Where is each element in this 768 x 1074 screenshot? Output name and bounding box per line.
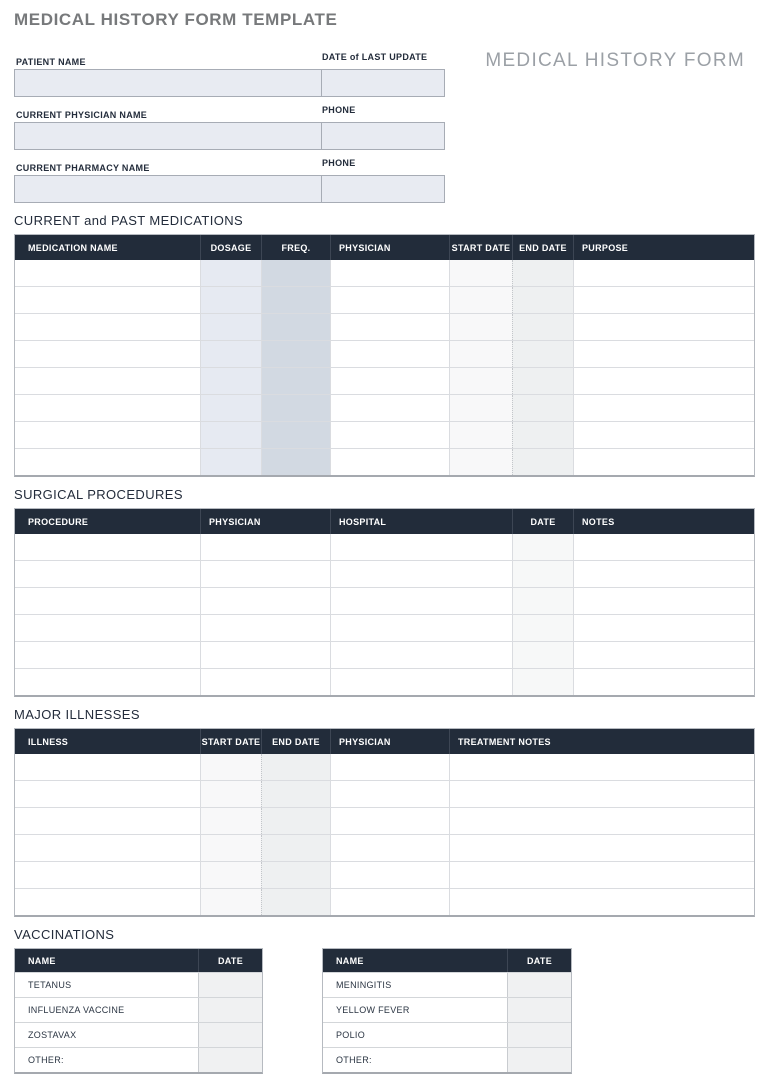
vaccinations-left-table (14, 948, 263, 1074)
form-watermark-title: MEDICAL HISTORY FORM (485, 50, 745, 71)
empty-cell[interactable] (573, 395, 754, 421)
empty-cell[interactable] (512, 395, 573, 421)
vaccination-date-cell[interactable] (198, 998, 262, 1022)
date-of-last-update-input[interactable] (321, 70, 444, 96)
vaccination-name: ZOSTAVAX (28, 1030, 77, 1040)
empty-cell[interactable] (200, 260, 261, 286)
vaccinations-left-col-date: DATE (198, 949, 262, 972)
empty-cell[interactable] (330, 642, 512, 668)
vaccinations-right-header-row (323, 949, 571, 972)
vaccinations-right-col-name: NAME (336, 955, 364, 966)
medications-table-body (15, 260, 754, 475)
empty-table-row (15, 780, 754, 807)
vaccination-row-meningitis (323, 972, 571, 997)
empty-cell[interactable] (15, 561, 200, 587)
empty-cell[interactable] (512, 561, 573, 587)
empty-cell[interactable] (449, 341, 512, 367)
empty-cell[interactable] (449, 314, 512, 340)
empty-cell[interactable] (330, 395, 449, 421)
medications-col-end-date: END DATE (512, 235, 573, 260)
empty-cell[interactable] (261, 862, 330, 888)
vaccination-row-influenza (15, 997, 262, 1022)
vaccination-date-cell[interactable] (507, 1048, 571, 1072)
empty-cell[interactable] (449, 422, 512, 448)
physician-input-row (14, 122, 445, 150)
vaccination-name: OTHER: (336, 1055, 372, 1065)
empty-cell[interactable] (573, 449, 754, 475)
empty-cell[interactable] (573, 561, 754, 587)
empty-cell[interactable] (573, 588, 754, 614)
empty-cell[interactable] (330, 889, 449, 915)
empty-cell[interactable] (200, 615, 330, 641)
empty-cell[interactable] (573, 642, 754, 668)
empty-cell[interactable] (573, 534, 754, 560)
vaccination-date-cell[interactable] (198, 1023, 262, 1047)
empty-cell[interactable] (330, 368, 449, 394)
empty-cell[interactable] (330, 669, 512, 695)
empty-cell[interactable] (330, 781, 449, 807)
illnesses-col-treatment-notes: TREATMENT NOTES (449, 729, 754, 754)
patient-name-label-row (16, 52, 755, 67)
date-of-last-update-label: DATE of LAST UPDATE (322, 52, 428, 62)
medications-col-purpose: PURPOSE (573, 235, 754, 260)
empty-cell[interactable] (330, 341, 449, 367)
empty-cell[interactable] (15, 835, 200, 861)
current-physician-name-label: CURRENT PHYSICIAN NAME (16, 110, 148, 120)
current-pharmacy-name-label: CURRENT PHARMACY NAME (16, 163, 150, 173)
empty-cell[interactable] (200, 341, 261, 367)
empty-cell[interactable] (512, 287, 573, 313)
page-title: MEDICAL HISTORY FORM TEMPLATE (14, 10, 338, 29)
empty-cell[interactable] (15, 314, 200, 340)
vaccinations-right-table (322, 948, 572, 1074)
illnesses-col-start-date: START DATE (200, 729, 261, 754)
illnesses-table (14, 728, 755, 917)
empty-cell[interactable] (573, 422, 754, 448)
empty-cell[interactable] (449, 260, 512, 286)
illnesses-table-body (15, 754, 754, 915)
empty-cell[interactable] (261, 368, 330, 394)
empty-cell[interactable] (200, 889, 261, 915)
empty-cell[interactable] (449, 754, 754, 780)
empty-cell[interactable] (261, 754, 330, 780)
empty-cell[interactable] (330, 422, 449, 448)
empty-cell[interactable] (261, 395, 330, 421)
empty-cell[interactable] (330, 808, 449, 834)
empty-cell[interactable] (261, 314, 330, 340)
surgical-col-hospital: HOSPITAL (330, 509, 512, 534)
empty-cell[interactable] (330, 754, 449, 780)
empty-cell[interactable] (200, 669, 330, 695)
empty-cell[interactable] (200, 314, 261, 340)
empty-cell[interactable] (200, 561, 330, 587)
empty-cell[interactable] (15, 395, 200, 421)
physician-phone-label: PHONE (322, 105, 356, 115)
empty-table-row (15, 807, 754, 834)
empty-cell[interactable] (200, 808, 261, 834)
vaccination-row-tetanus (15, 972, 262, 997)
surgical-table (14, 508, 755, 697)
empty-cell[interactable] (15, 862, 200, 888)
empty-cell[interactable] (512, 615, 573, 641)
empty-table-row (15, 340, 754, 367)
empty-cell[interactable] (573, 287, 754, 313)
empty-cell[interactable] (261, 835, 330, 861)
empty-cell[interactable] (15, 422, 200, 448)
empty-table-row (15, 861, 754, 888)
empty-cell[interactable] (330, 835, 449, 861)
surgical-table-body (15, 534, 754, 695)
empty-cell[interactable] (330, 561, 512, 587)
empty-cell[interactable] (573, 341, 754, 367)
empty-table-row (15, 754, 754, 780)
illnesses-section-title: MAJOR ILLNESSES (14, 707, 140, 722)
medications-col-physician: PHYSICIAN (330, 235, 449, 260)
illnesses-col-end-date: END DATE (261, 729, 330, 754)
empty-table-row (15, 888, 754, 915)
empty-cell[interactable] (512, 260, 573, 286)
empty-cell[interactable] (200, 754, 261, 780)
empty-cell[interactable] (512, 368, 573, 394)
medications-col-medication-name: MEDICATION NAME (28, 242, 118, 253)
empty-cell[interactable] (330, 260, 449, 286)
surgical-col-notes: NOTES (573, 509, 754, 534)
vaccination-row-other-left (15, 1047, 262, 1072)
empty-table-row (15, 286, 754, 313)
patient-name-input[interactable] (15, 70, 321, 96)
patient-name-input-row (14, 69, 445, 97)
empty-cell[interactable] (449, 835, 754, 861)
surgical-col-physician: PHYSICIAN (200, 509, 330, 534)
medications-section-title: CURRENT and PAST MEDICATIONS (14, 213, 244, 228)
empty-cell[interactable] (200, 781, 261, 807)
empty-cell[interactable] (330, 534, 512, 560)
illnesses-col-physician: PHYSICIAN (330, 729, 449, 754)
empty-cell[interactable] (200, 395, 261, 421)
empty-cell[interactable] (261, 889, 330, 915)
empty-cell[interactable] (200, 588, 330, 614)
empty-cell[interactable] (15, 754, 200, 780)
physician-phone-input[interactable] (321, 123, 444, 149)
empty-cell[interactable] (15, 642, 200, 668)
surgical-col-procedure: PROCEDURE (28, 516, 89, 527)
medications-col-dosage: DOSAGE (200, 235, 261, 260)
empty-cell[interactable] (330, 287, 449, 313)
empty-table-row (15, 614, 754, 641)
empty-cell[interactable] (15, 368, 200, 394)
empty-table-row (15, 641, 754, 668)
empty-cell[interactable] (512, 341, 573, 367)
vaccinations-section (14, 948, 755, 1074)
vaccination-name: YELLOW FEVER (336, 1005, 410, 1015)
vaccination-date-cell[interactable] (198, 1048, 262, 1072)
empty-cell[interactable] (200, 422, 261, 448)
empty-table-row (15, 560, 754, 587)
empty-cell[interactable] (261, 341, 330, 367)
empty-cell[interactable] (512, 534, 573, 560)
empty-table-row (15, 668, 754, 695)
empty-cell[interactable] (330, 314, 449, 340)
vaccination-row-yellow-fever (323, 997, 571, 1022)
empty-cell[interactable] (200, 862, 261, 888)
current-pharmacy-name-input[interactable] (15, 176, 321, 202)
vaccinations-left-header-row (15, 949, 262, 972)
vaccination-date-cell[interactable] (507, 973, 571, 997)
empty-cell[interactable] (200, 287, 261, 313)
empty-cell[interactable] (15, 534, 200, 560)
empty-table-row (15, 448, 754, 475)
empty-cell[interactable] (449, 781, 754, 807)
empty-cell[interactable] (512, 642, 573, 668)
empty-table-row (15, 421, 754, 448)
vaccinations-right-col-date: DATE (507, 949, 571, 972)
vaccination-row-other-right (323, 1047, 571, 1072)
empty-table-row (15, 260, 754, 286)
vaccination-date-cell[interactable] (507, 1023, 571, 1047)
medications-col-freq: FREQ. (261, 235, 330, 260)
vaccination-date-cell[interactable] (507, 998, 571, 1022)
illnesses-header-row (15, 729, 754, 754)
vaccinations-left-col-name: NAME (28, 955, 56, 966)
empty-cell[interactable] (261, 808, 330, 834)
empty-cell[interactable] (15, 669, 200, 695)
medications-table (14, 234, 755, 477)
empty-cell[interactable] (330, 862, 449, 888)
pharmacy-phone-input[interactable] (321, 176, 444, 202)
pharmacy-label-row (16, 158, 755, 173)
vaccinations-section-title: VACCINATIONS (14, 927, 115, 942)
empty-cell[interactable] (512, 588, 573, 614)
empty-cell[interactable] (261, 781, 330, 807)
empty-cell[interactable] (15, 341, 200, 367)
empty-cell[interactable] (449, 808, 754, 834)
empty-cell[interactable] (573, 314, 754, 340)
vaccination-date-cell[interactable] (198, 973, 262, 997)
vaccination-name: POLIO (336, 1030, 366, 1040)
empty-cell[interactable] (15, 260, 200, 286)
patient-name-label: PATIENT NAME (16, 57, 86, 67)
current-physician-name-input[interactable] (15, 123, 321, 149)
empty-cell[interactable] (330, 449, 449, 475)
patient-info-section (14, 52, 755, 203)
empty-table-row (15, 367, 754, 394)
empty-cell[interactable] (449, 889, 754, 915)
empty-cell[interactable] (15, 889, 200, 915)
empty-table-row (15, 587, 754, 614)
empty-table-row (15, 834, 754, 861)
empty-cell[interactable] (573, 669, 754, 695)
empty-table-row (15, 313, 754, 340)
empty-cell[interactable] (330, 588, 512, 614)
empty-cell[interactable] (261, 422, 330, 448)
empty-cell[interactable] (15, 781, 200, 807)
empty-cell[interactable] (15, 808, 200, 834)
vaccination-name: INFLUENZA VACCINE (28, 1005, 125, 1015)
empty-table-row (15, 534, 754, 560)
pharmacy-phone-label: PHONE (322, 158, 356, 168)
vaccination-row-zostavax (15, 1022, 262, 1047)
empty-cell[interactable] (512, 314, 573, 340)
empty-cell[interactable] (15, 615, 200, 641)
medications-col-start-date: START DATE (449, 235, 512, 260)
empty-cell[interactable] (512, 449, 573, 475)
medications-header-row (15, 235, 754, 260)
empty-table-row (15, 394, 754, 421)
empty-cell[interactable] (200, 368, 261, 394)
empty-cell[interactable] (15, 588, 200, 614)
surgical-header-row (15, 509, 754, 534)
physician-label-row (16, 105, 755, 120)
empty-cell[interactable] (449, 449, 512, 475)
empty-cell[interactable] (573, 368, 754, 394)
pharmacy-input-row (14, 175, 445, 203)
illnesses-col-illness: ILLNESS (28, 736, 69, 747)
vaccination-name: OTHER: (28, 1055, 64, 1065)
empty-cell[interactable] (200, 449, 261, 475)
empty-cell[interactable] (573, 615, 754, 641)
empty-cell[interactable] (200, 835, 261, 861)
empty-cell[interactable] (449, 368, 512, 394)
surgical-col-date: DATE (512, 509, 573, 534)
empty-cell[interactable] (449, 287, 512, 313)
empty-cell[interactable] (200, 534, 330, 560)
empty-cell[interactable] (449, 862, 754, 888)
empty-cell[interactable] (261, 449, 330, 475)
vaccination-name: MENINGITIS (336, 980, 392, 990)
empty-cell[interactable] (512, 669, 573, 695)
empty-cell[interactable] (573, 260, 754, 286)
empty-cell[interactable] (330, 615, 512, 641)
empty-cell[interactable] (449, 395, 512, 421)
empty-cell[interactable] (15, 449, 200, 475)
empty-cell[interactable] (512, 422, 573, 448)
empty-cell[interactable] (261, 287, 330, 313)
surgical-section-title: SURGICAL PROCEDURES (14, 487, 183, 502)
empty-cell[interactable] (15, 287, 200, 313)
empty-cell[interactable] (200, 642, 330, 668)
vaccination-row-polio (323, 1022, 571, 1047)
empty-cell[interactable] (261, 260, 330, 286)
vaccination-name: TETANUS (28, 980, 72, 990)
